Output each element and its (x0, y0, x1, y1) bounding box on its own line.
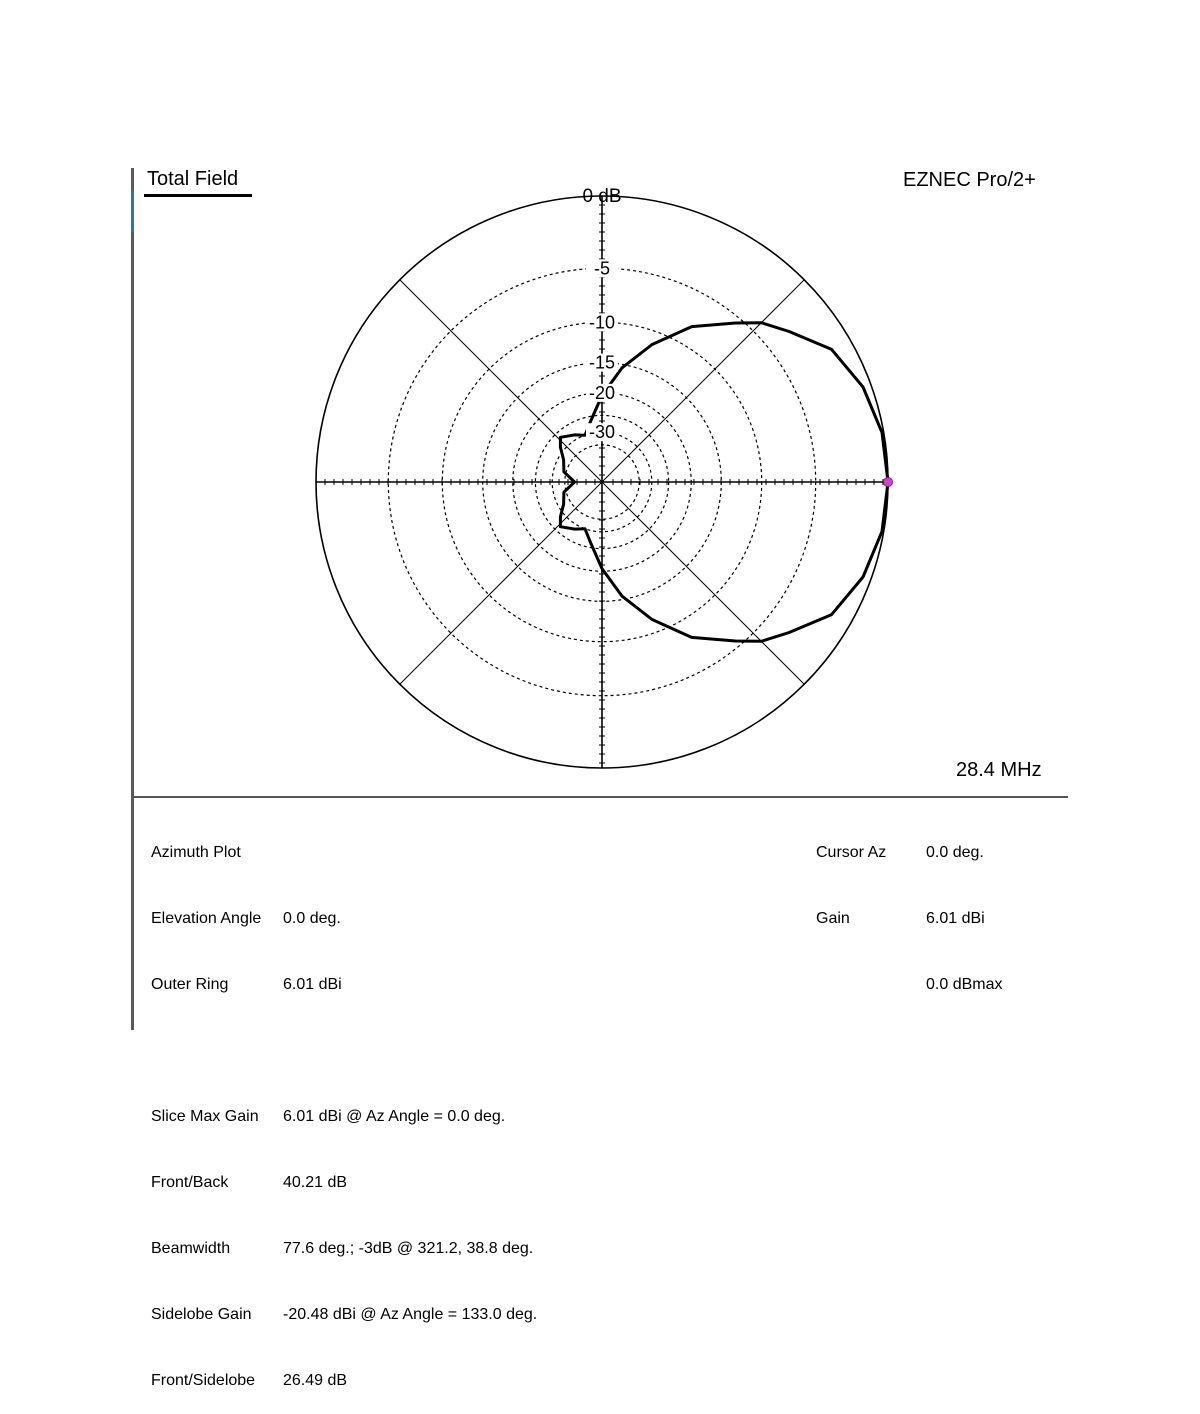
app-title: EZNEC Pro/2+ (903, 169, 1036, 191)
info-label: Outer Ring (151, 976, 229, 993)
info-value: 6.01 dBi (283, 976, 342, 993)
ring-label-outer: 0 dB (582, 186, 622, 207)
info-label (816, 974, 886, 996)
info-value: 77.6 deg.; -3dB @ 321.2, 38.8 deg. (283, 1240, 534, 1257)
info-value: 6.01 dBi @ Az Angle = 0.0 deg. (283, 1108, 506, 1125)
info-value: 6.01 dBi (926, 910, 985, 927)
ring-label: -15 (588, 352, 616, 373)
frequency-label: 28.4 MHz (956, 759, 1042, 781)
tab-total-field[interactable]: Total Field (147, 168, 239, 190)
info-left-values (283, 798, 537, 1414)
info-value: 40.21 dB (283, 1174, 348, 1191)
info-value: 26.49 dB (283, 1372, 348, 1389)
info-right-labels (816, 798, 886, 1018)
info-value (283, 842, 537, 864)
info-label: Beamwidth (151, 1240, 231, 1257)
info-label: Azimuth Plot (151, 844, 241, 861)
info-value: 0.0 deg. (926, 844, 984, 861)
info-label: Elevation Angle (151, 910, 262, 927)
info-label: Sidelobe Gain (151, 1306, 252, 1323)
info-label: Gain (816, 910, 850, 927)
info-value: 0.0 deg. (283, 910, 341, 927)
info-label (151, 1040, 261, 1062)
ring-label: -10 (588, 312, 616, 333)
info-label: Cursor Az (816, 844, 887, 861)
info-value (283, 1040, 537, 1062)
info-value: 0.0 dBmax (926, 976, 1003, 993)
info-label: Front/Back (151, 1174, 229, 1191)
info-value: -20.48 dBi @ Az Angle = 133.0 deg. (283, 1306, 538, 1323)
ring-label: -5 (593, 258, 611, 279)
info-label: Front/Sidelobe (151, 1372, 256, 1389)
info-left-labels (151, 798, 261, 1414)
cursor-marker (884, 478, 893, 487)
ring-label: -20 (588, 382, 616, 403)
info-label: Slice Max Gain (151, 1108, 259, 1125)
info-right-values (926, 798, 1002, 1018)
ring-label: -30 (588, 422, 616, 443)
